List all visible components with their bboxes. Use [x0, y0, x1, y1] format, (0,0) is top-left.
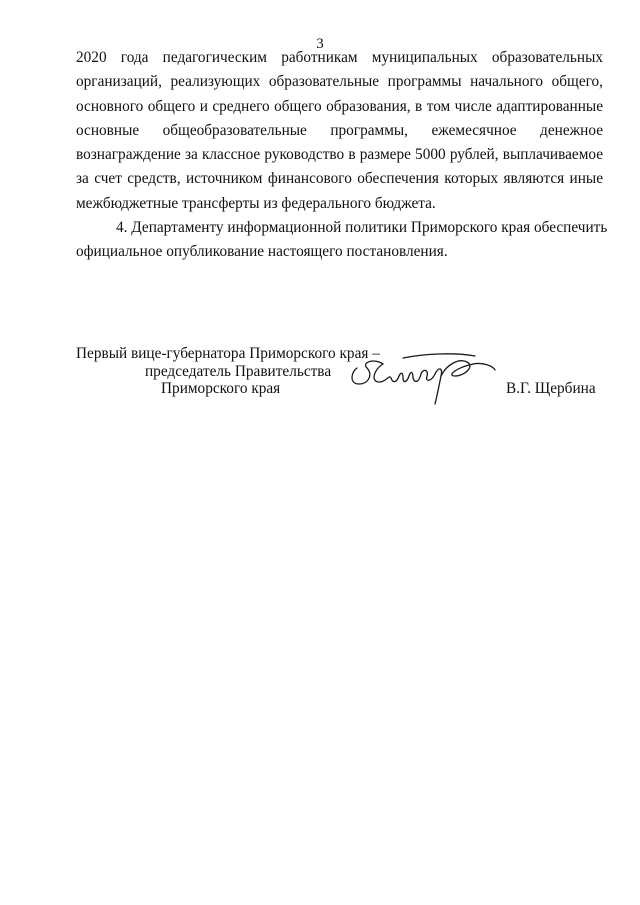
paragraph-line: межбюджетные трансферты из федерального бюджета. — [76, 194, 436, 212]
paragraph-line: 2020 года педагогическим работникам муниципальных образовательных — [76, 49, 603, 66]
page-number: 3 — [316, 36, 324, 52]
signatory-position — [76, 345, 380, 398]
position-line: председатель Правительства — [145, 362, 332, 380]
signer-name: В.Г. Щербина — [506, 380, 596, 397]
paragraph-line: организаций, реализующих образовательные программы начального общего, — [76, 73, 603, 91]
paragraph-item-4 — [76, 216, 608, 265]
document-body — [76, 46, 608, 265]
handwritten-signature-icon — [343, 348, 503, 408]
position-line: Приморского края — [161, 380, 281, 397]
paragraph-continuation — [76, 46, 603, 216]
paragraph-line: основного общего и среднего общего образования, в том числе адаптированные — [76, 97, 603, 115]
paragraph-line: вознаграждение за классное руководство в размере 5000 рублей, выплачиваемое — [76, 146, 603, 164]
paragraph-line: 4. Департаменту информационной политики Приморского края обеспечить — [116, 219, 608, 237]
paragraph-line: основные общеобразовательные программы, ежемесячное денежное — [76, 121, 603, 139]
paragraph-line: за счет средств, источником финансового обеспечения которых являются иные — [76, 170, 603, 188]
position-line: Первый вице-губернатора Приморского края – — [76, 345, 380, 362]
paragraph-line: официальное опубликование настоящего постановления. — [76, 243, 448, 261]
